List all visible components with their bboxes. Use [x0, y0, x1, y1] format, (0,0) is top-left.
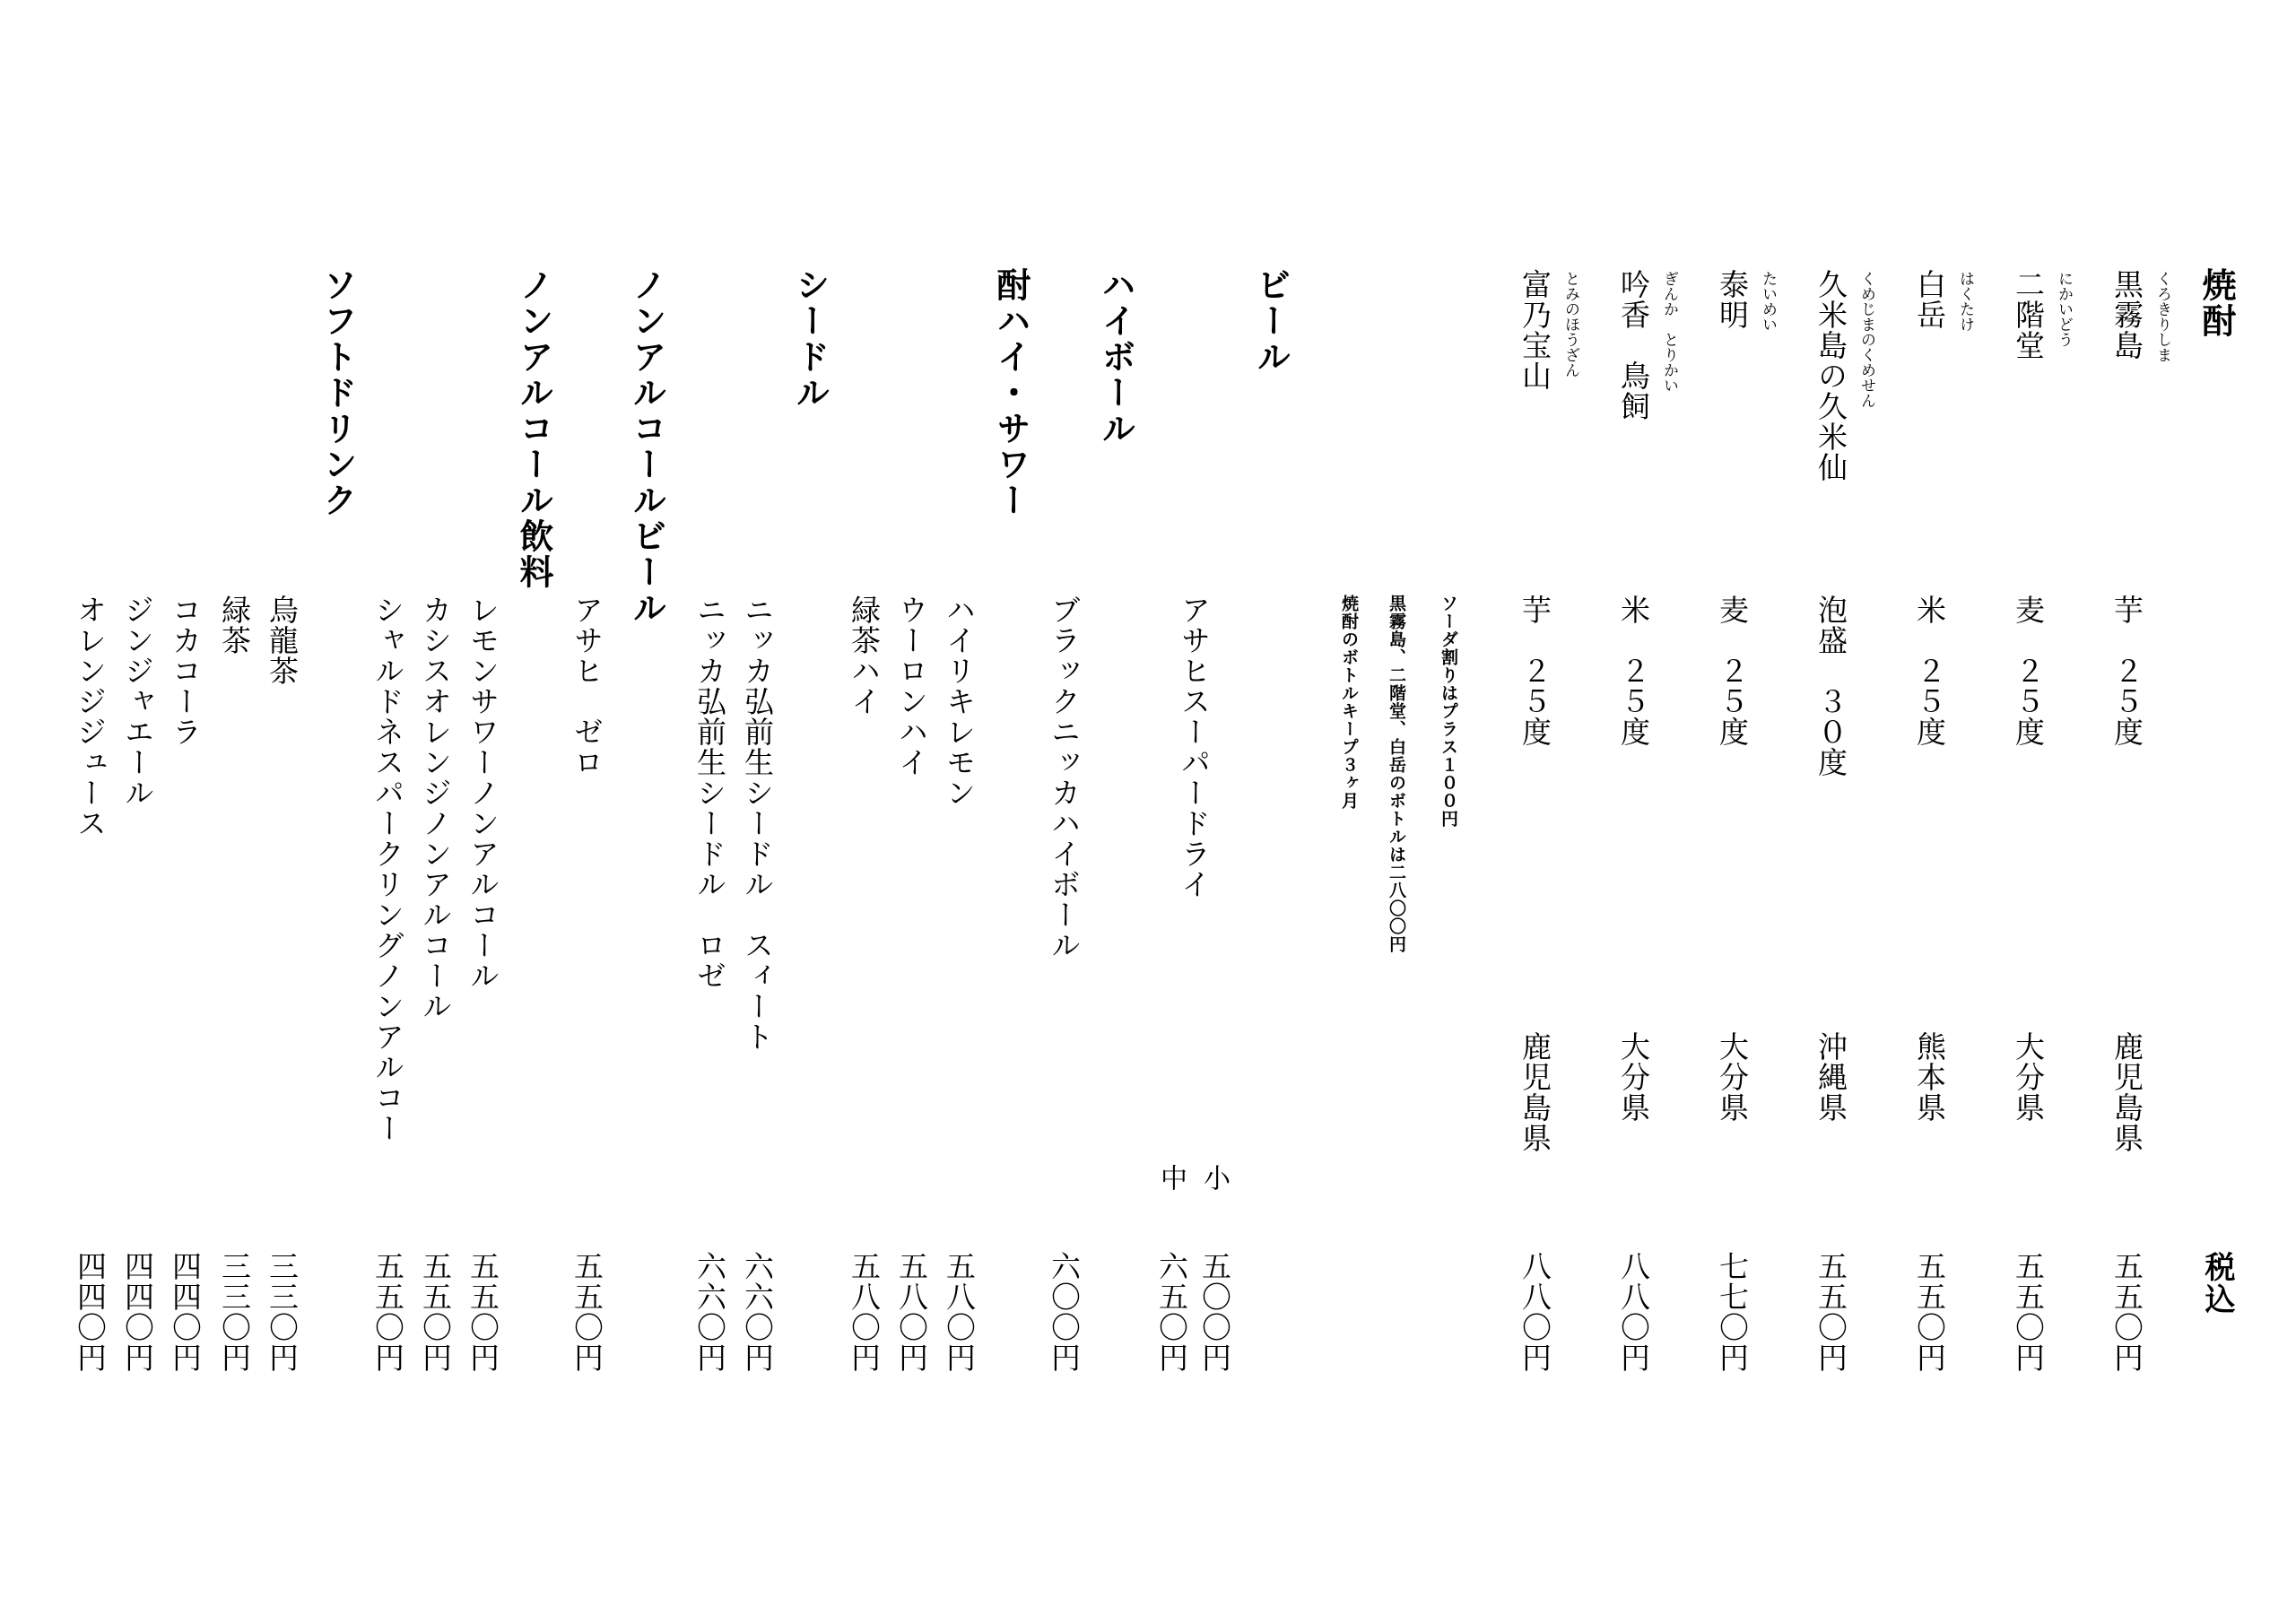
- beer-price: 五〇〇円: [1197, 1251, 1232, 1373]
- soft-price: 四四〇円: [120, 1251, 155, 1373]
- highball-price: 六〇〇円: [1047, 1251, 1082, 1373]
- shochu-price: 五五〇円: [2109, 1251, 2144, 1373]
- nonalc-beer-item: アサヒ ゼロ: [570, 595, 604, 777]
- shochu-price: 五五〇円: [2011, 1251, 2046, 1373]
- shochu-reading: ぎんか とりかい: [1660, 271, 1678, 393]
- soft-item: 緑茶: [217, 595, 252, 656]
- shochu-price: 七七〇円: [1715, 1251, 1750, 1373]
- shochu-origin: 熊本県: [1912, 1031, 1947, 1123]
- shochu-price: 八八〇円: [1616, 1251, 1651, 1373]
- beer-item: アサヒスーパードライ: [1177, 595, 1212, 899]
- chuhai-price: 五八〇円: [894, 1251, 929, 1373]
- soft-price: 四四〇円: [168, 1251, 203, 1373]
- shochu-name: 黒霧島: [2109, 269, 2144, 360]
- shochu-reading: とみのほうざん: [1561, 271, 1579, 378]
- shochu-spec: 芋 ２５度: [2109, 595, 2144, 747]
- section-title-beer: ビール: [1251, 267, 1292, 375]
- beer-price: 六五〇円: [1154, 1251, 1189, 1373]
- shochu-price: 八八〇円: [1518, 1251, 1552, 1373]
- soft-price: 三三〇円: [217, 1251, 252, 1373]
- cider-price: 六六〇円: [740, 1251, 775, 1373]
- cider-price: 六六〇円: [692, 1251, 727, 1373]
- tax-label: 税込: [2199, 1251, 2235, 1316]
- shochu-reading: にかいどう: [2055, 271, 2073, 347]
- section-title-highball: ハイボール: [1096, 267, 1136, 447]
- shochu-spec: 泡盛 ３０度: [1813, 595, 1848, 777]
- soft-item: ジンジャエール: [120, 595, 155, 808]
- chuhai-item: 緑茶ハイ: [847, 595, 882, 716]
- shochu-reading: くろきりしま: [2153, 271, 2171, 362]
- shochu-price: 五五〇円: [1813, 1251, 1848, 1373]
- nonalc-drink-price: 五五〇円: [370, 1251, 405, 1373]
- chuhai-item: ウーロンハイ: [894, 595, 929, 777]
- shochu-note: ソーダ割りはプラス１００円: [1439, 595, 1458, 828]
- shochu-origin: 大分県: [1715, 1031, 1750, 1123]
- nonalc-drink-item: カシスオレンジノンアルコール: [418, 595, 453, 1021]
- nonalc-drink-price: 五五〇円: [465, 1251, 500, 1373]
- soft-price: 三三〇円: [265, 1251, 300, 1373]
- shochu-name: 久米島の久米仙: [1813, 269, 1848, 482]
- shochu-reading: くめじまのくめせん: [1857, 271, 1875, 408]
- shochu-reading: たいめい: [1759, 271, 1777, 332]
- section-title-chuhai: 酎ハイ・サワー: [991, 267, 1031, 518]
- nonalc-beer-price: 五五〇円: [570, 1251, 604, 1373]
- nonalc-drink-item: レモンサワーノンアルコール: [465, 595, 500, 991]
- shochu-spec: 麦 ２５度: [2011, 595, 2046, 747]
- beer-size: 中: [1155, 1164, 1187, 1192]
- shochu-note: 黒霧島、二階堂、白岳のボトルは二八〇〇円: [1387, 595, 1406, 953]
- shochu-name: 二階堂: [2011, 269, 2046, 360]
- shochu-price: 五五〇円: [1912, 1251, 1947, 1373]
- soft-item: オレンジジュース: [73, 595, 108, 838]
- shochu-spec: 米 ２５度: [1616, 595, 1651, 747]
- cider-item: ニッカ弘前生シードル ロゼ: [692, 595, 727, 991]
- shochu-note: 焼酎のボトルキープ３ヶ月: [1339, 595, 1359, 810]
- section-title-nonalc-beer: ノンアルコールビール: [627, 267, 667, 626]
- cider-item: ニッカ弘前生シードル スィート: [740, 595, 775, 1052]
- shochu-spec: 米 ２５度: [1912, 595, 1947, 747]
- section-title-cider: シードル: [790, 267, 831, 411]
- beer-size: 小: [1198, 1164, 1230, 1192]
- shochu-origin: 鹿児島県: [1518, 1031, 1552, 1153]
- shochu-reading: はくたけ: [1956, 271, 1974, 332]
- soft-price: 四四〇円: [73, 1251, 108, 1373]
- chuhai-price: 五八〇円: [942, 1251, 977, 1373]
- section-title-nonalc-drinks: ノンアルコール飲料: [514, 267, 554, 590]
- chuhai-price: 五八〇円: [847, 1251, 882, 1373]
- highball-item: ブラックニッカハイボール: [1047, 595, 1082, 960]
- shochu-origin: 大分県: [1616, 1031, 1651, 1123]
- shochu-name: 吟香 鳥飼: [1616, 269, 1651, 421]
- shochu-origin: 沖縄県: [1813, 1031, 1848, 1123]
- nonalc-drink-item: シャルドネスパークリングノンアルコー: [370, 595, 405, 1143]
- section-title-shochu: 焼酎: [2196, 267, 2237, 339]
- shochu-origin: 鹿児島県: [2109, 1031, 2144, 1153]
- chuhai-item: ハイリキレモン: [942, 595, 977, 808]
- nonalc-drink-price: 五五〇円: [418, 1251, 453, 1373]
- shochu-name: 富乃宝山: [1518, 269, 1552, 391]
- shochu-origin: 大分県: [2011, 1031, 2046, 1123]
- section-title-soft: ソフトドリンク: [317, 267, 358, 518]
- shochu-spec: 芋 ２５度: [1518, 595, 1552, 747]
- soft-item: コカコーラ: [168, 595, 203, 747]
- shochu-name: 白岳: [1912, 269, 1947, 330]
- soft-item: 烏龍茶: [265, 595, 300, 686]
- shochu-name: 泰明: [1715, 269, 1750, 330]
- shochu-spec: 麦 ２５度: [1715, 595, 1750, 747]
